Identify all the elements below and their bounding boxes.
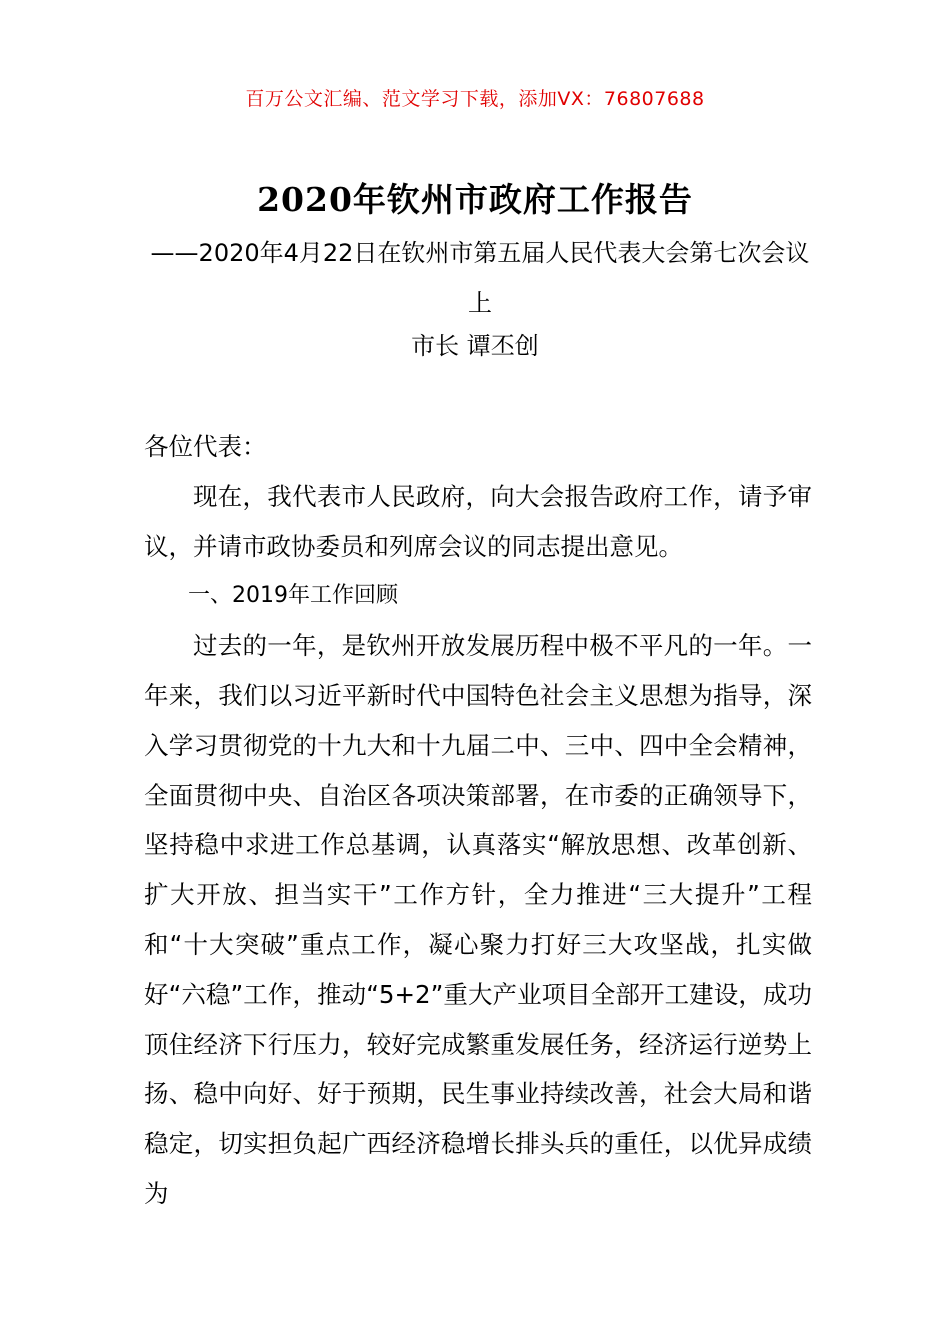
document-subtitle: ——2020年4月22日在钦州市第五届人民代表大会第七次会议上 [150, 239, 810, 317]
document-body [144, 422, 812, 1219]
author-line: 市长 谭丕创 [411, 332, 539, 360]
salutation: 各位代表： [144, 432, 267, 461]
paragraph-review: 过去的一年，是钦州开放发展历程中极不平凡的一年。一年来，我们以习近平新时代中国特色社会主义思想为指导，深入学习贯彻党的十九大和十九届二中、三中、四中全会精神，全面贯彻中央、自治区各项决策部署，在市委的正确领导下，坚持稳中求进工作总基调，认真落实“解放思想、改革创新、扩大开放、担当实干”工作方针，全力推进“三大提升”工程和“十大突破”重点工作，凝心聚力打好三大攻坚战，扎实做好“六稳”工作，推动“5+2”重大产业项目全部开工建设，成功顶住经济下行压力，较好完成繁重发展任务，经济运行逆势上扬、稳中向好、好于预期，民生事业持续改善，社会大局和谐稳定，切实担负起广西经济稳增长排头兵的重任，以优异成绩为 [144, 631, 812, 1208]
document-title: 2020年钦州市政府工作报告 [257, 180, 693, 219]
watermark-header: 百万公文汇编、范文学习下载，添加VX：76807688 [245, 88, 705, 110]
section-heading: 一、2019年工作回顾 [188, 583, 398, 609]
paragraph-intro: 现在，我代表市人民政府，向大会报告政府工作，请予审议，并请市政协委员和列席会议的同志提出意见。 [144, 481, 812, 561]
